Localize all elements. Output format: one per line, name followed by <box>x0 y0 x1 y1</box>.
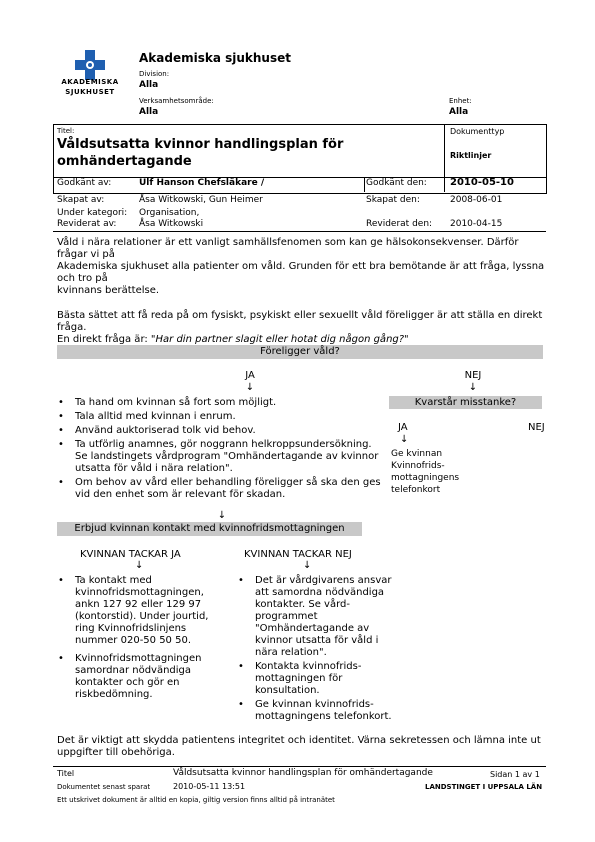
doc-title-line2: omhändertagande <box>57 154 192 169</box>
intro-paragraph-1: Våld i nära relationer är ett vanligt samhällsfenomen som kan ge hälsokonsekvenser. Därför frågar vi på Akademiska sjukhuset alla patienter om våld. Grunden för ett bra bemötande är att fråga, lyssna och tro på kvinnans berättelse. <box>57 237 545 296</box>
footer-note: Ett utskrivet dokument är alltid en kopia, giltig version finns alltid på intranätet <box>57 796 335 804</box>
list-item: • Använd auktoriserad tolk vid behov. <box>55 425 385 437</box>
created-date-label: Skapat den: <box>366 195 420 205</box>
hospital-logo <box>55 50 125 98</box>
ja-label: JA <box>245 370 255 381</box>
decline-title: KVINNAN TACKAR NEJ <box>244 549 352 560</box>
list-item: • Om behov av vård eller behandling föreligger så ska den ges vid den enhet som är relevant för skadan. <box>55 477 385 501</box>
footer-saved-label: Dokumentet senast sparat <box>57 783 151 791</box>
logo-text-1: AKADEMISKA <box>61 78 119 86</box>
subcat-value: Organisation, <box>139 208 200 218</box>
revised-by-label: Reviderat av: <box>57 219 117 229</box>
list-item: • Kontakta kvinnofrids-mottagningen för konsultation. <box>235 661 395 697</box>
revised-date-value: 2010-04-15 <box>450 219 503 229</box>
list-item: • Tala alltid med kvinnan i enrum. <box>55 411 385 423</box>
direct-question: "Har din partner slagit eller hotat dig någon gång?" <box>150 334 409 345</box>
division-value: Alla <box>139 80 159 90</box>
list-item: • Kvinnofridsmottagningen samordnar nödvändiga kontakter och gör en riskbedömning. <box>55 653 210 701</box>
revised-date-label: Reviderat den: <box>366 219 433 229</box>
footer-org: LANDSTINGET I UPPSALA LÄN <box>425 783 543 791</box>
meta-divider <box>53 231 546 232</box>
subcat-label: Under kategori: <box>57 208 128 218</box>
list-item: • Ta kontakt med kvinnofridsmottagningen, ankn 127 92 eller 129 97 (kontorstid). Under jourtid, ring Kvinnofridslinjens nummer 020-50 50 50. <box>55 575 210 647</box>
suspicion-nej-label: NEJ <box>528 422 545 433</box>
footer-title-label: Titel <box>57 769 75 778</box>
offer-arrow-icon: ↓ <box>217 510 227 521</box>
suspicion-ja-label: JA <box>398 422 408 433</box>
intro-paragraph-2: Bästa sättet att få reda på om fysiskt, psykiskt eller sexuellt våld föreligger är att ställa en direkt fråga. En direkt fråga är: "Har din partner slagit eller hotat dig någon gång?" <box>57 310 543 345</box>
hospital-cross-logo-icon <box>75 50 105 80</box>
approved-date-label: Godkänt den: <box>366 178 427 188</box>
created-by-value: Åsa Witkowski, Gun Heimer <box>139 195 263 205</box>
list-item: • Det är vårdgivarens ansvar att samordna nödvändiga kontakter. Se vård-programmet "Omhändertagande av kvinnor utsatta för våld i nära relation". <box>235 575 395 659</box>
accept-action-list <box>55 575 210 703</box>
suspicion-ja-text: Ge kvinnan Kvinnofrids- mottagningens telefonkort <box>391 449 460 495</box>
suspicion-ja-arrow-icon: ↓ <box>400 434 409 445</box>
footer-divider <box>53 766 546 767</box>
approved-date-value: 2010-05-10 <box>450 177 514 188</box>
nej-arrow-icon: ↓ <box>468 382 478 393</box>
list-item: • Ge kvinnan kvinnofrids-mottagningens telefonkort. <box>235 699 395 723</box>
nej-label: NEJ <box>464 370 482 381</box>
verksamhet-value: Alla <box>139 107 159 117</box>
decline-arrow-icon: ↓ <box>303 560 312 571</box>
doc-title-line1: Våldsutsatta kvinnor handlingsplan för <box>57 137 344 152</box>
created-date-value: 2008-06-01 <box>450 195 503 205</box>
revised-by-value: Åsa Witkowski <box>139 219 204 229</box>
approved-label: Godkänt av: <box>57 178 112 188</box>
closing-paragraph: Det är viktigt att skydda patientens integritet och identitet. Värna sekretessen och lämna inte ut uppgifter till obehöriga. <box>57 735 541 758</box>
question-violence-band: Föreligger våld? <box>57 345 543 359</box>
footer-title-value: Våldsutsatta kvinnor handlingsplan för omhändertagande <box>173 768 433 778</box>
approved-value: Ulf Hanson Chefsläkare / <box>139 178 265 188</box>
ja-action-list <box>55 397 385 503</box>
decline-action-list <box>235 575 395 725</box>
suspicion-band: Kvarstår misstanke? <box>389 396 542 409</box>
title-label: Titel: <box>57 127 75 135</box>
doctype-label: Dokumenttyp <box>450 127 505 136</box>
enhet-value: Alla <box>449 107 469 117</box>
created-by-label: Skapat av: <box>57 195 105 205</box>
offer-band: Erbjud kvinnan kontakt med kvinnofridsmottagningen <box>57 522 362 536</box>
accept-title: KVINNAN TACKAR JA <box>80 549 181 560</box>
ja-arrow-icon: ↓ <box>245 382 255 393</box>
hospital-name: Akademiska sjukhuset <box>139 51 291 65</box>
footer-saved-value: 2010-05-11 13:51 <box>173 782 246 791</box>
list-item: • Ta hand om kvinnan så fort som möjligt. <box>55 397 385 409</box>
enhet-label: Enhet: <box>449 97 472 105</box>
doctype-value: Riktlinjer <box>450 151 492 160</box>
accept-arrow-icon: ↓ <box>135 560 144 571</box>
footer-page: Sidan 1 av 1 <box>490 770 540 779</box>
list-item: • Ta utförlig anamnes, gör noggrann helkroppsundersökning. Se landstingets vårdprogram "Omhändertagande av kvinnor utsatta för våld i nära relation". <box>55 439 385 475</box>
logo-text-2: SJUKHUSET <box>65 88 115 96</box>
verksamhet-label: Verksamhetsområde: <box>139 97 214 105</box>
division-label: Division: <box>139 70 170 78</box>
